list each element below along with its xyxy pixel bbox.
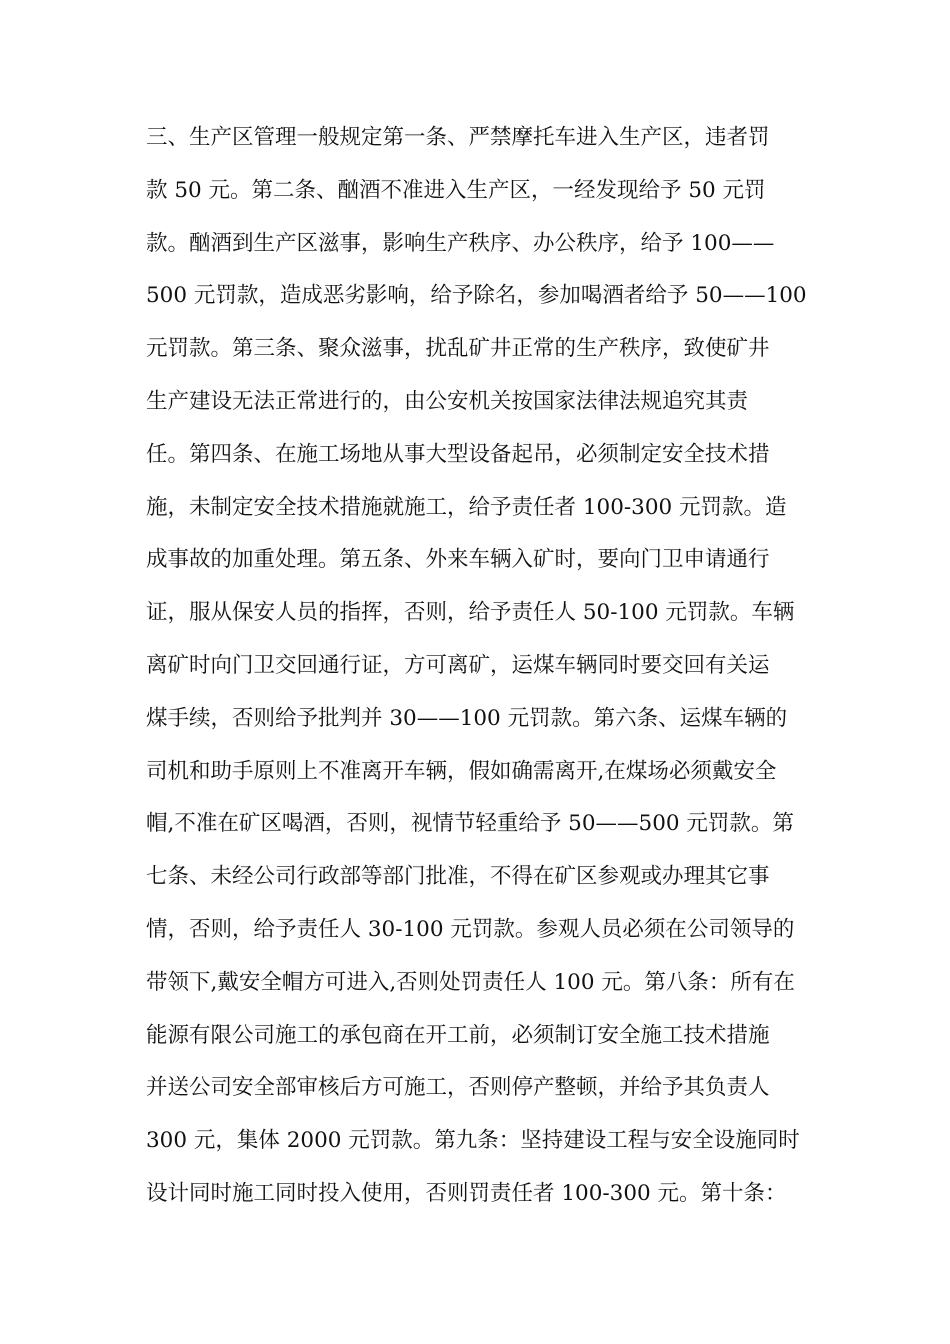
- text-line: 司机和助手原则上不准离开车辆，假如确需离开,在煤场必须戴安全: [146, 758, 777, 784]
- text-line: 500 元罚款，造成恶劣影响，给予除名，参加喝酒者给予 50——100: [146, 283, 807, 309]
- text-line: 证，服从保安人员的指挥，否则，给予责任人 50-100 元罚款。车辆: [146, 600, 795, 626]
- text-line: 能源有限公司施工的承包商在开工前，必须制订安全施工技术措施: [146, 1022, 770, 1048]
- text-line: 款。酗酒到生产区滋事，影响生产秩序、办公秩序，给予 100——: [146, 230, 775, 256]
- text-line: 300 元，集体 2000 元罚款。第九条：坚持建设工程与安全设施同时: [146, 1128, 800, 1154]
- text-line: 带领下,戴安全帽方可进入,否则处罚责任人 100 元。第八条：所有在: [146, 969, 795, 995]
- text-line: 七条、未经公司行政部等部门批准，不得在矿区参观或办理其它事: [146, 864, 770, 890]
- text-line: 任。第四条、在施工场地从事大型设备起吊，必须制定安全技术措: [146, 441, 770, 467]
- text-line: 施，未制定安全技术措施就施工，给予责任者 100-300 元罚款。造: [146, 494, 787, 520]
- text-line: 成事故的加重处理。第五条、外来车辆入矿时，要向门卫申请通行: [146, 547, 770, 573]
- text-line: 帽,不准在矿区喝酒，否则，视情节轻重给予 50——500 元罚款。第: [146, 811, 794, 837]
- text-line: 煤手续，否则给予批判并 30——100 元罚款。第六条、运煤车辆的: [146, 705, 788, 731]
- body-paragraph: [146, 116, 826, 1225]
- text-line: 三、生产区管理一般规定第一条、严禁摩托车进入生产区，违者罚: [146, 125, 770, 150]
- text-line: 款 50 元。第二条、酗酒不准进入生产区，一经发现给予 50 元罚: [146, 177, 766, 203]
- text-line: 并送公司安全部审核后方可施工，否则停产整顿，并给予其负责人: [146, 1075, 770, 1101]
- text-line: 离矿时向门卫交回通行证，方可离矿，运煤车辆同时要交回有关运: [146, 652, 770, 678]
- text-line: 元罚款。第三条、聚众滋事，扰乱矿井正常的生产秩序，致使矿井: [146, 336, 770, 362]
- text-line: 情，否则，给予责任人 30-100 元罚款。参观人员必须在公司领导的: [146, 916, 795, 942]
- text-line: 设计同时施工同时投入使用，否则罚责任者 100-300 元。第十条：: [146, 1180, 787, 1206]
- text-line: 生产建设无法正常进行的，由公安机关按国家法律法规追究其责: [146, 388, 749, 414]
